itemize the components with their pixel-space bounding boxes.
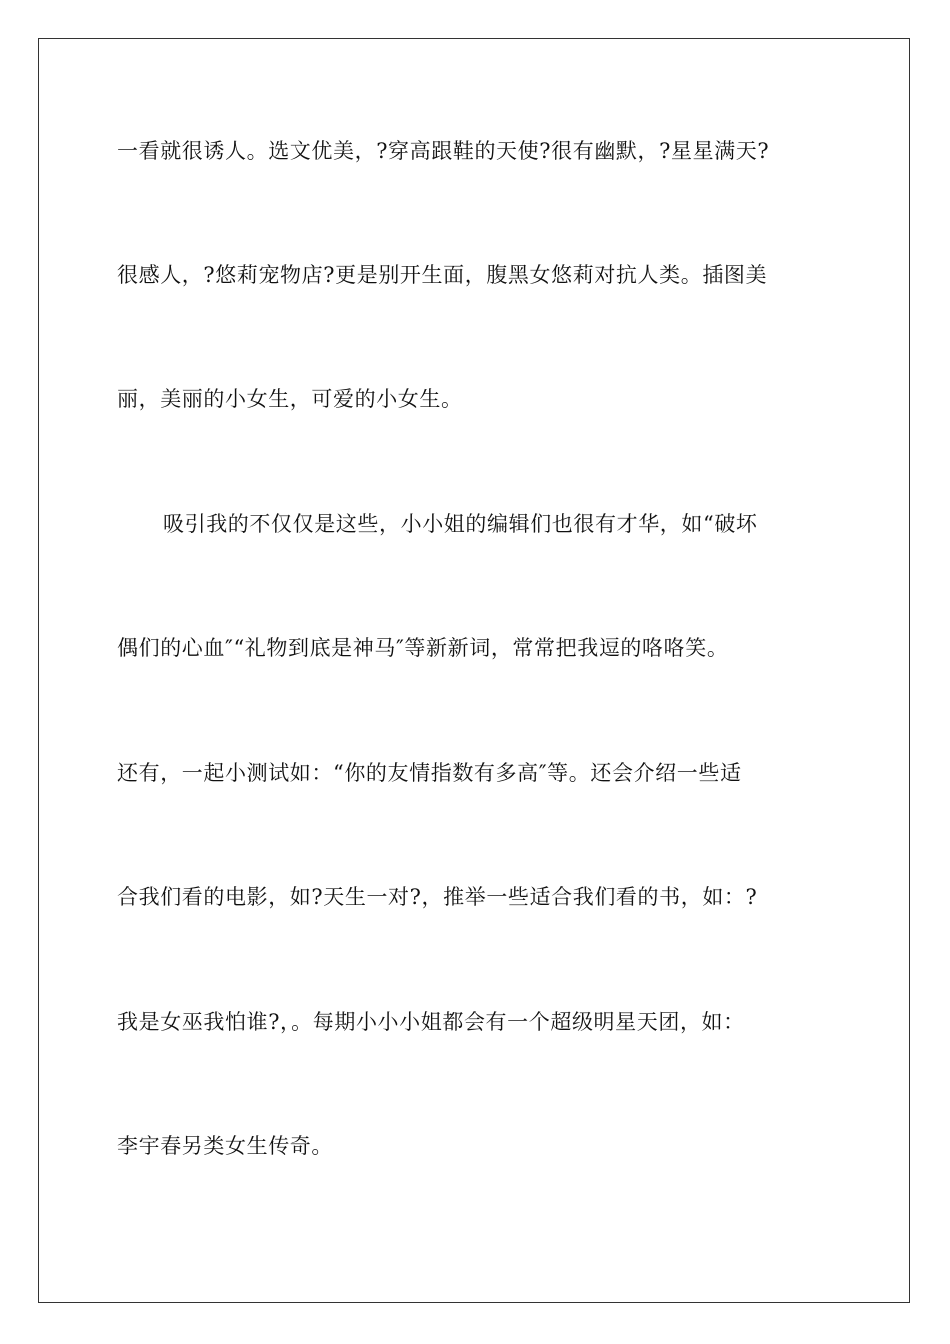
- paragraph-2-line-2: 偶们的心血″“礼物到底是神马″等新新词，常常把我逗的咯咯笑。: [117, 636, 729, 660]
- page-border: [38, 38, 910, 1303]
- paragraph-1-line-3: 丽，美丽的小女生，可爱的小女生。: [117, 387, 463, 411]
- paragraph-1-line-2: 很感人，?悠莉宠物店?更是别开生面，腹黑女悠莉对抗人类。插图美: [117, 263, 768, 287]
- paragraph-1-line-1: 一看就很诱人。选文优美，?穿高跟鞋的天使?很有幽默，?星星满天?: [117, 139, 770, 163]
- paragraph-2-line-6: 李宇春另类女生传奇。: [117, 1134, 333, 1158]
- paragraph-2-line-4: 合我们看的电影，如?天生一对?，推举一些适合我们看的书，如：?: [117, 885, 758, 909]
- paragraph-2-line-3: 还有，一起小测试如：“你的友情指数有多高″等。还会介绍一些适: [117, 761, 742, 785]
- paragraph-2-line-5: 我是女巫我怕谁?，。每期小小小姐都会有一个超级明星天团，如：: [117, 1010, 745, 1034]
- paragraph-2-line-1: 吸引我的不仅仅是这些，小小姐的编辑们也很有才华，如“破坏: [163, 512, 758, 536]
